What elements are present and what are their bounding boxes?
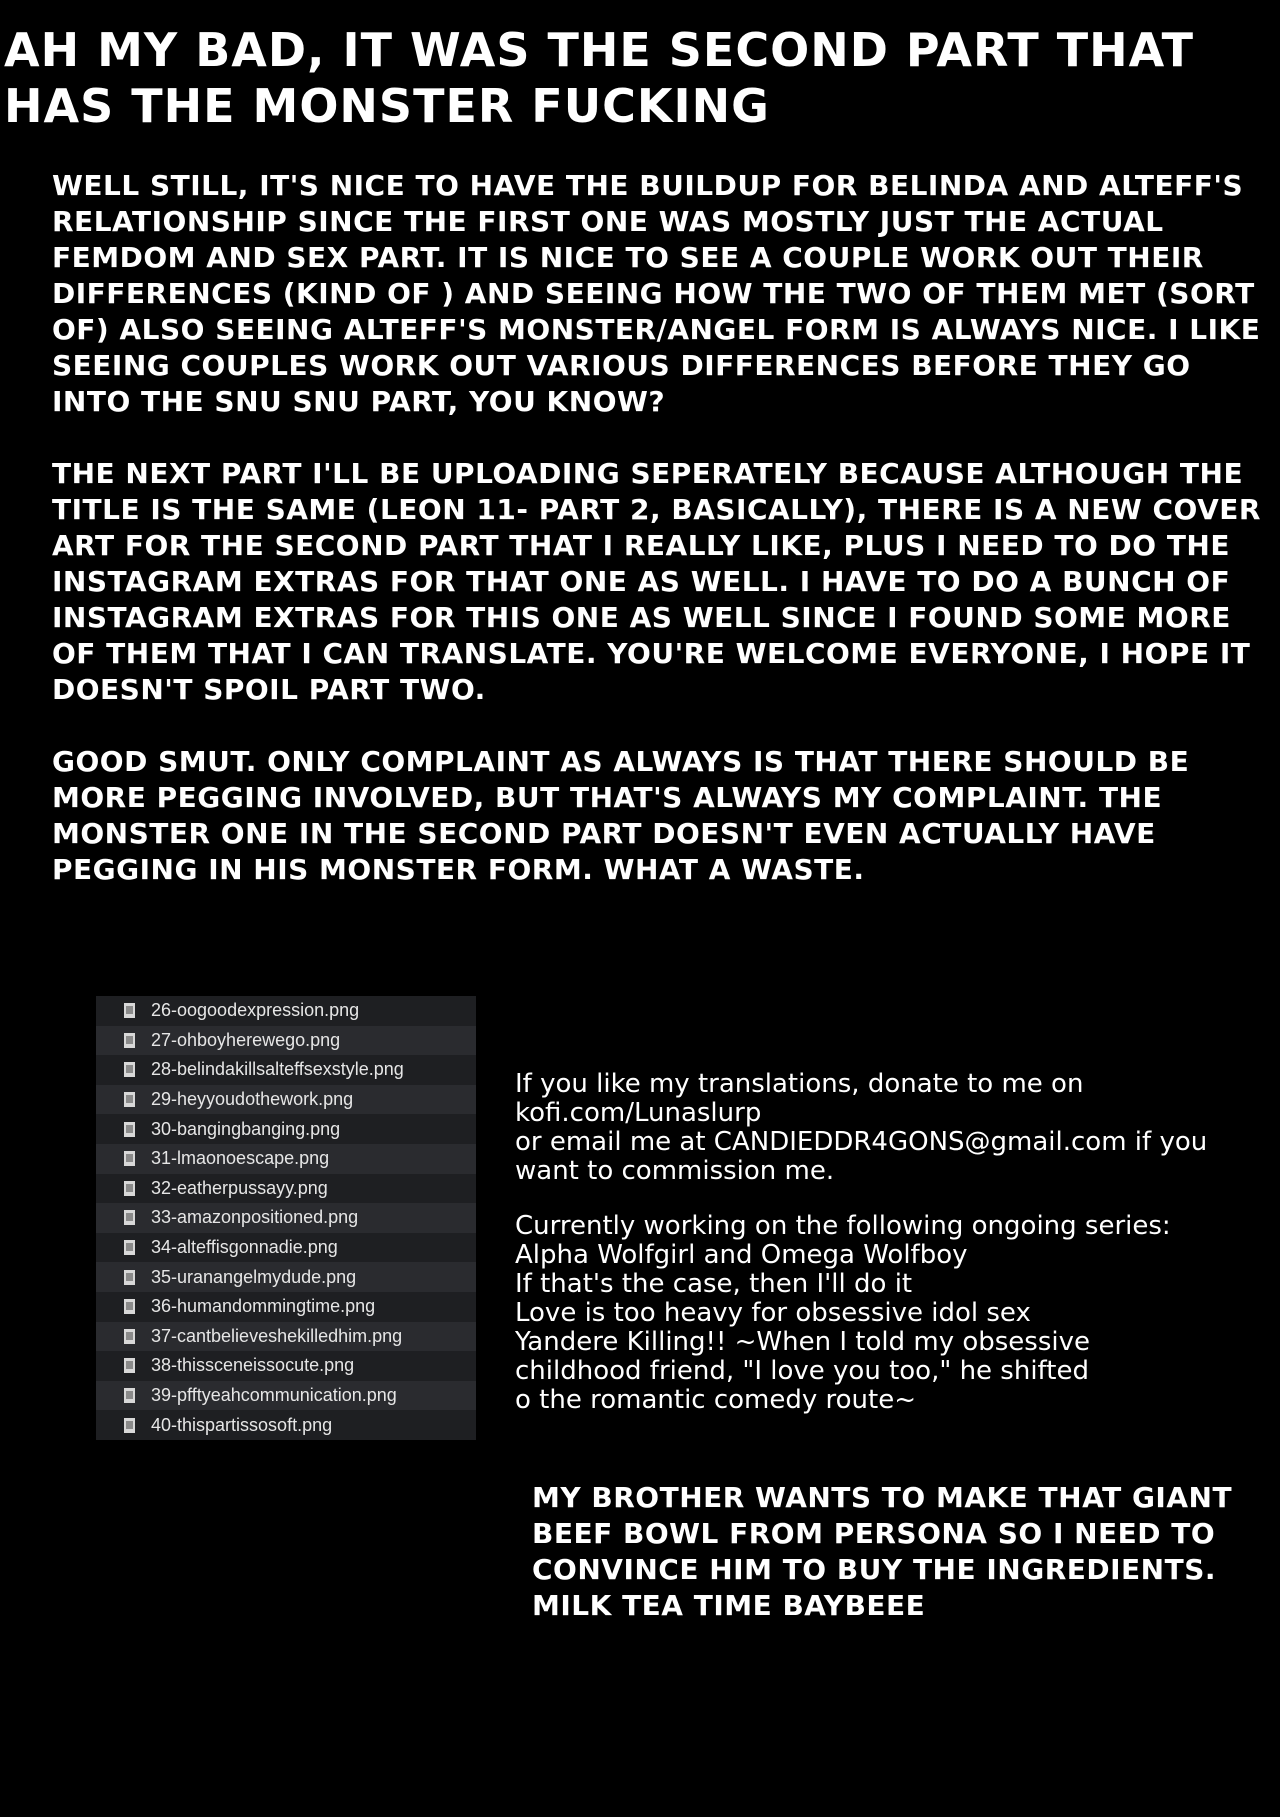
- series-item: o the romantic comedy route~: [515, 1385, 917, 1415]
- series-item: childhood friend, "I love you too," he shifted: [515, 1356, 1089, 1386]
- file-row[interactable]: [96, 1233, 476, 1263]
- closing-note: [532, 1480, 1252, 1624]
- file-row[interactable]: [96, 1174, 476, 1204]
- file-row[interactable]: [96, 996, 476, 1026]
- closing-line: CONVINCE HIM TO BUY THE INGREDIENTS.: [532, 1553, 1216, 1586]
- file-row[interactable]: [96, 1381, 476, 1411]
- commentary-paragraph-1: WELL STILL, IT'S NICE TO HAVE THE BUILDUP FOR BELINDA AND ALTEFF'S RELATIONSHIP SINCE THE FIRST ONE WAS MOSTLY JUST THE ACTUAL FEMDOM AND SEX PART. IT IS NICE TO SEE A COUPLE WORK OUT THEIR DIFFERENCES (KIND OF ) AND SEEING HOW THE TWO OF THEM MET (SORT OF) ALSO SEEING ALTEFF'S MONSTER/ANGEL FORM IS ALWAYS NICE. I LIKE SEEING COUPLES WORK OUT VARIOUS DIFFERENCES BEFORE THEY GO INTO THE SNU SNU PART, YOU KNOW?: [52, 169, 1261, 418]
- series-item: Love is too heavy for obsessive idol sex: [515, 1298, 1031, 1328]
- commentary-paragraph-3: GOOD SMUT. ONLY COMPLAINT AS ALWAYS IS THAT THERE SHOULD BE MORE PEGGING INVOLVED, BUT THAT'S ALWAYS MY COMPLAINT. THE MONSTER ONE IN THE SECOND PART DOESN'T EVEN ACTUALLY HAVE PEGGING IN HIS MONSTER FORM. WHAT A WASTE.: [52, 745, 1190, 886]
- file-row[interactable]: [96, 1203, 476, 1233]
- file-name: 37-cantbelieveshekilledhim.png: [151, 1325, 403, 1346]
- file-name: 31-lmaonoescape.png: [151, 1148, 330, 1169]
- image-file-icon: [124, 1151, 135, 1166]
- image-file-icon: [124, 1358, 135, 1373]
- series-intro: Currently working on the following ongoing series:: [515, 1211, 1171, 1241]
- series-item: Alpha Wolfgirl and Omega Wolfboy: [515, 1240, 968, 1270]
- image-file-icon: [124, 1003, 135, 1018]
- file-name: 26-oogoodexpression.png: [151, 1000, 360, 1021]
- file-name: 35-uranangelmydude.png: [151, 1266, 357, 1287]
- donate-line: want to commission me.: [515, 1156, 835, 1186]
- donate-block: [515, 1070, 1215, 1441]
- file-name: 39-pfftyeahcommunication.png: [151, 1385, 397, 1406]
- file-row[interactable]: [96, 1262, 476, 1292]
- file-row[interactable]: [96, 1292, 476, 1322]
- series-item: Yandere Killing!! ~When I told my obsessive: [515, 1327, 1090, 1357]
- commentary-paragraph-2: THE NEXT PART I'LL BE UPLOADING SEPERATELY BECAUSE ALTHOUGH THE TITLE IS THE SAME (LEON 11- PART 2, BASICALLY), THERE IS A NEW COVER ART FOR THE SECOND PART THAT I REALLY LIKE, PLUS I NEED TO DO THE INSTAGRAM EXTRAS FOR THAT ONE AS WELL. I HAVE TO DO A BUNCH OF INSTAGRAM EXTRAS FOR THIS ONE AS WELL SINCE I FOUND SOME MORE OF THEM THAT I CAN TRANSLATE. YOU'RE WELCOME EVERYONE, I HOPE IT DOESN'T SPOIL PART TWO.: [52, 457, 1261, 706]
- file-row[interactable]: [96, 1351, 476, 1381]
- file-name: 32-eatherpussayy.png: [151, 1177, 328, 1198]
- file-row[interactable]: [96, 1144, 476, 1174]
- closing-line: MY BROTHER WANTS TO MAKE THAT GIANT: [532, 1481, 1233, 1514]
- series-item: If that's the case, then I'll do it: [515, 1269, 913, 1299]
- donate-line: or email me at CANDIEDDR4GONS@gmail.com if you: [515, 1127, 1208, 1157]
- closing-line: MILK TEA TIME BAYBEEE: [532, 1589, 926, 1622]
- file-name: 34-alteffisgonnadie.png: [151, 1237, 338, 1258]
- file-name: 29-heyyoudothework.png: [151, 1089, 354, 1110]
- file-row[interactable]: [96, 1085, 476, 1115]
- series-list: [515, 1212, 1215, 1415]
- file-name: 40-thispartissosoft.png: [151, 1414, 333, 1435]
- image-file-icon: [124, 1270, 135, 1285]
- file-row[interactable]: [96, 1055, 476, 1085]
- file-row[interactable]: [96, 1410, 476, 1440]
- donate-line: If you like my translations, donate to me on: [515, 1069, 1084, 1099]
- closing-line: BEEF BOWL FROM PERSONA SO I NEED TO: [532, 1517, 1216, 1550]
- image-file-icon: [124, 1240, 135, 1255]
- donate-message: [515, 1070, 1215, 1186]
- image-file-icon: [124, 1181, 135, 1196]
- file-list: [96, 996, 476, 1440]
- file-name: 28-belindakillsalteffsexstyle.png: [151, 1059, 404, 1080]
- file-row[interactable]: [96, 1322, 476, 1352]
- file-name: 33-amazonpositioned.png: [151, 1207, 359, 1228]
- image-file-icon: [124, 1418, 135, 1433]
- image-file-icon: [124, 1062, 135, 1077]
- file-name: 27-ohboyherewego.png: [151, 1029, 341, 1050]
- image-file-icon: [124, 1329, 135, 1344]
- file-name: 30-bangingbanging.png: [151, 1118, 341, 1139]
- image-file-icon: [124, 1210, 135, 1225]
- page-heading: AH MY BAD, IT WAS THE SECOND PART THAT HAS THE MONSTER FUCKING: [4, 23, 1195, 133]
- file-name: 36-humandommingtime.png: [151, 1296, 376, 1317]
- file-row[interactable]: [96, 1026, 476, 1056]
- image-file-icon: [124, 1033, 135, 1048]
- image-file-icon: [124, 1388, 135, 1403]
- commentary: [52, 168, 1267, 924]
- file-row[interactable]: [96, 1114, 476, 1144]
- image-file-icon: [124, 1122, 135, 1137]
- file-name: 38-thissceneissocute.png: [151, 1355, 355, 1376]
- image-file-icon: [124, 1092, 135, 1107]
- kofi-link[interactable]: kofi.com/Lunaslurp: [515, 1098, 762, 1128]
- image-file-icon: [124, 1299, 135, 1314]
